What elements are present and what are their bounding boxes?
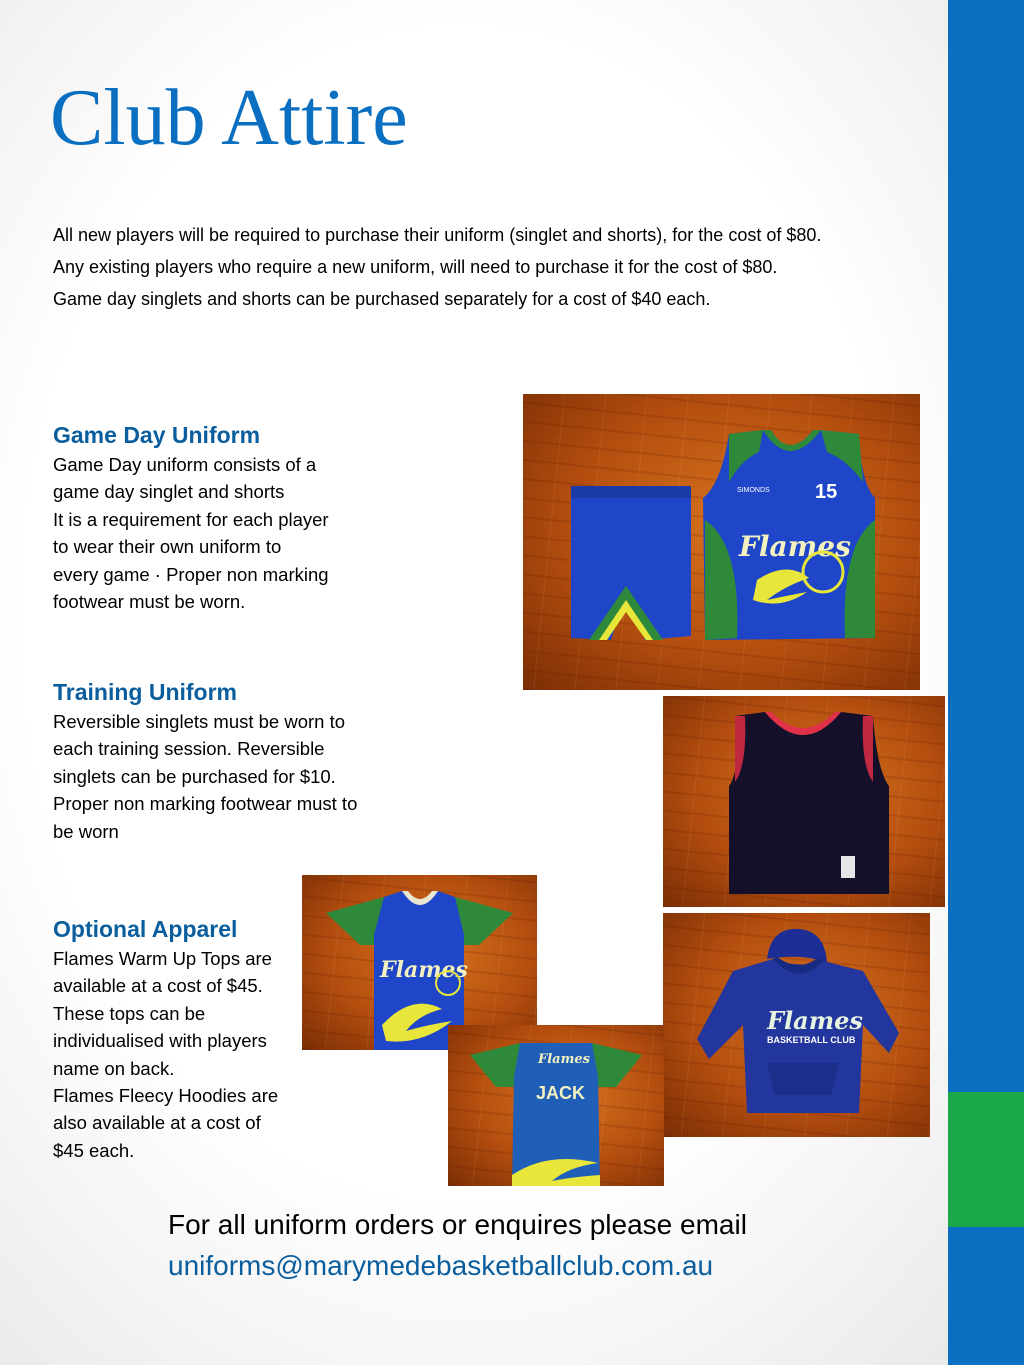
- intro-paragraph-separate-purchase: Game day singlets and shorts can be purchased separately for a cost of $40 each.: [53, 289, 711, 309]
- section-heading: Game Day Uniform: [53, 422, 261, 448]
- player-name-text: JACK: [536, 1083, 586, 1103]
- footer-text: For all uniform orders or enquires please email: [168, 1209, 747, 1240]
- section-line: Reversible singlets must be worn to: [53, 711, 346, 732]
- warmup-top-front-photo: [302, 875, 537, 1050]
- hoodie-illustration: [663, 913, 930, 1137]
- intro-text: [53, 222, 883, 318]
- page-title: Club Attire: [50, 74, 408, 162]
- section-line: game day singlet and shorts: [53, 481, 285, 503]
- section-line: Flames Warm Up Tops are: [53, 948, 272, 969]
- sidebar-accent-green: [948, 1092, 1024, 1227]
- warmup-top-back-illustration: [448, 1025, 664, 1186]
- section-line: to wear their own uniform to: [53, 536, 282, 558]
- warmup-top-front-illustration: [302, 875, 537, 1050]
- intro-paragraph-new-players: All new players will be required to purchase their uniform (singlet and shorts), for the cost of $80.: [53, 225, 822, 245]
- flames-wordmark: Flames: [739, 530, 851, 563]
- section-line: available at a cost of $45.: [53, 975, 263, 997]
- section-line: $45 each.: [53, 1139, 135, 1161]
- jersey-number: 15: [815, 481, 838, 503]
- section-line: These tops can be: [53, 1002, 206, 1024]
- section-line: also available at a cost of: [53, 1112, 261, 1134]
- section-line: each training session. Reversible: [53, 738, 325, 760]
- training-singlet-photo: [663, 696, 945, 907]
- flames-wordmark: Flames: [767, 1006, 863, 1035]
- warmup-top-back-photo: [448, 1025, 664, 1186]
- intro-paragraph-existing-players: Any existing players who require a new uniform, will need to purchase it for the cost of $80.: [53, 257, 778, 277]
- section-line: singlets can be purchased for $10.: [53, 765, 336, 787]
- section-training-uniform: [53, 677, 413, 845]
- flames-wordmark: Flames: [538, 1052, 590, 1067]
- section-heading: Training Uniform: [53, 679, 237, 705]
- game-day-uniform-photo: [523, 394, 920, 690]
- section-line: name on back.: [53, 1057, 175, 1079]
- section-line: every game · Proper non marking: [53, 563, 329, 585]
- section-optional-apparel: [53, 914, 313, 1164]
- training-singlet-illustration: [663, 696, 945, 907]
- flames-wordmark: Flames: [380, 957, 468, 983]
- game-day-uniform-illustration: [523, 394, 920, 690]
- section-line: individualised with players: [53, 1030, 267, 1052]
- section-line: be worn: [53, 820, 119, 842]
- section-line: Proper non marking footwear must to: [53, 793, 358, 815]
- footer-email-link[interactable]: uniforms@marymedebasketballclub.com.au: [168, 1250, 714, 1281]
- section-line: Flames Fleecy Hoodies are: [53, 1085, 279, 1107]
- section-heading: Optional Apparel: [53, 916, 238, 942]
- sponsor-logo: SIMONDS: [737, 487, 770, 494]
- hoodie-photo: [663, 913, 930, 1137]
- club-name-text: BASKETBALL CLUB: [767, 1035, 856, 1045]
- section-line: It is a requirement for each player: [53, 508, 329, 530]
- section-game-day-uniform: [53, 420, 383, 615]
- contact-footer: [168, 1204, 747, 1286]
- section-line: Game Day uniform consists of a: [53, 454, 317, 475]
- section-line: footwear must be worn.: [53, 591, 246, 613]
